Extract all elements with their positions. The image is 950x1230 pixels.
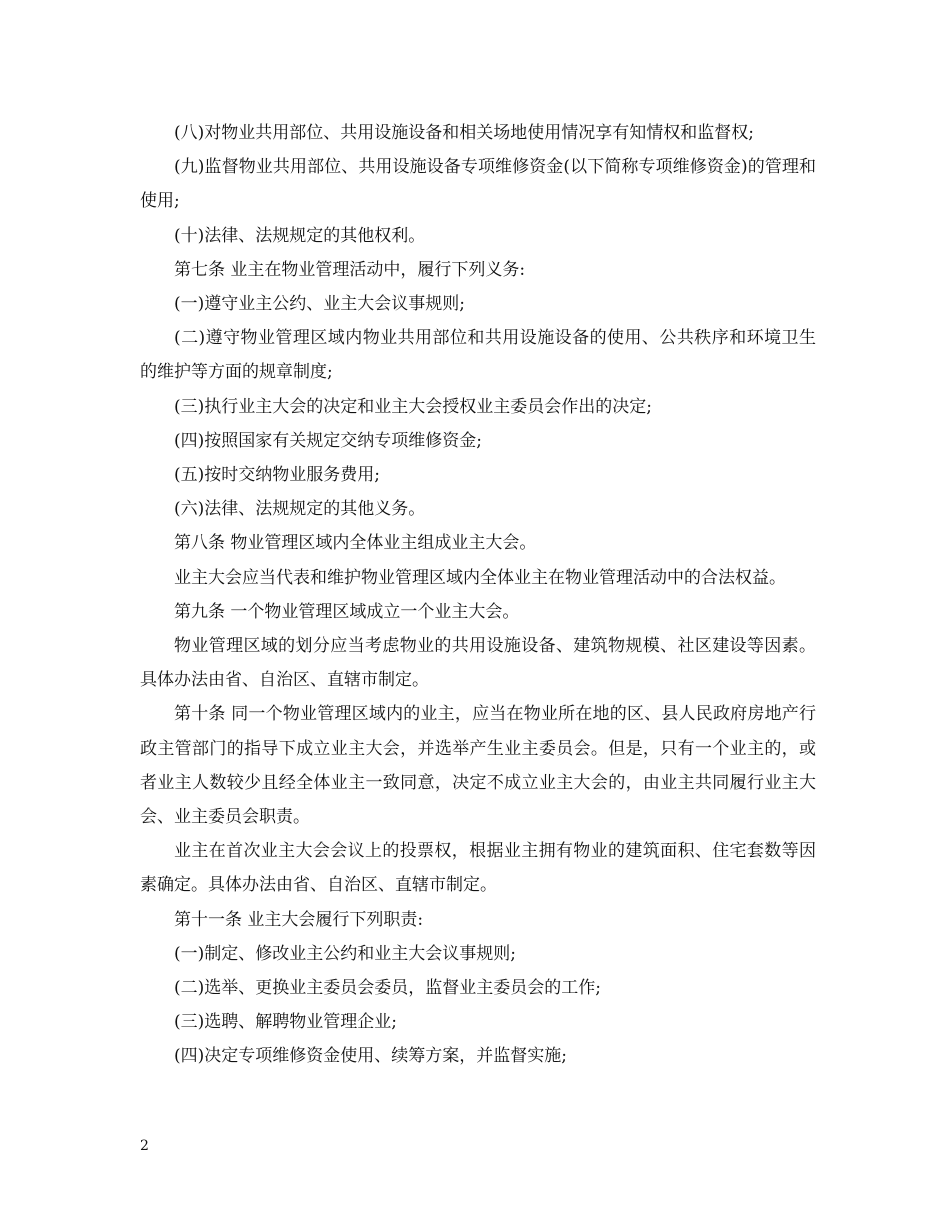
paragraph: (九)监督物业共用部位、共用设施设备专项维修资金(以下简称专项维修资金)的管理和使用; [140,157,816,212]
paragraph: (五)按时交纳物业服务费用; [174,465,380,486]
paragraph: (四)按照国家有关规定交纳专项维修资金; [174,430,482,451]
paragraph: 第十条 同一个物业管理区域内的业主，应当在物业所在地的区、县人民政府房地产行政主管部门的指导下成立业主大会，并选举产生业主委员会。但是，只有一个业主的，或者业主人数较少且经全体业主一致同意，决定不成立业主大会的，由业主共同履行业主大会、业主委员会职责。 [140,704,816,828]
paragraph: 物业管理区域的划分应当考虑物业的共用设施设备、建筑物规模、社区建设等因素。具体办法由省、自治区、直辖市制定。 [140,636,816,691]
paragraph: (二)选举、更换业主委员会委员，监督业主委员会的工作; [174,978,601,999]
paragraph: 第十一条 业主大会履行下列职责: [174,909,424,930]
paragraph: (六)法律、法规规定的其他义务。 [174,499,426,520]
paragraph: (一)遵守业主公约、业主大会议事规则; [174,294,465,315]
paragraph: 业主大会应当代表和维护物业管理区域内全体业主在物业管理活动中的合法权益。 [174,567,786,588]
paragraph: (三)执行业主大会的决定和业主大会授权业主委员会作出的决定; [174,396,652,417]
page-number: 2 [140,1138,149,1154]
paragraph: 第八条 物业管理区域内全体业主组成业主大会。 [174,533,537,554]
paragraph: 业主在首次业主大会会议上的投票权，根据业主拥有物业的建筑面积、住宅套数等因素确定。具体办法由省、自治区、直辖市制定。 [140,841,816,896]
paragraph: (二)遵守物业管理区域内物业共用部位和共用设施设备的使用、公共秩序和环境卫生的维护等方面的规章制度; [140,328,816,383]
paragraph: (四)决定专项维修资金使用、续筹方案，并监督实施; [174,1046,567,1067]
paragraph: 第九条 一个物业管理区域成立一个业主大会。 [174,601,520,622]
paragraph: (八)对物业共用部位、共用设施设备和相关场地使用情况享有知情权和监督权; [174,123,754,143]
paragraph: (三)选聘、解聘物业管理企业; [174,1012,397,1033]
paragraph: 第七条 业主在物业管理活动中，履行下列义务: [174,259,526,280]
document-body [140,116,816,1074]
paragraph: (十)法律、法规规定的其他权利。 [174,225,426,246]
paragraph: (一)制定、修改业主公约和业主大会议事规则; [174,943,516,964]
